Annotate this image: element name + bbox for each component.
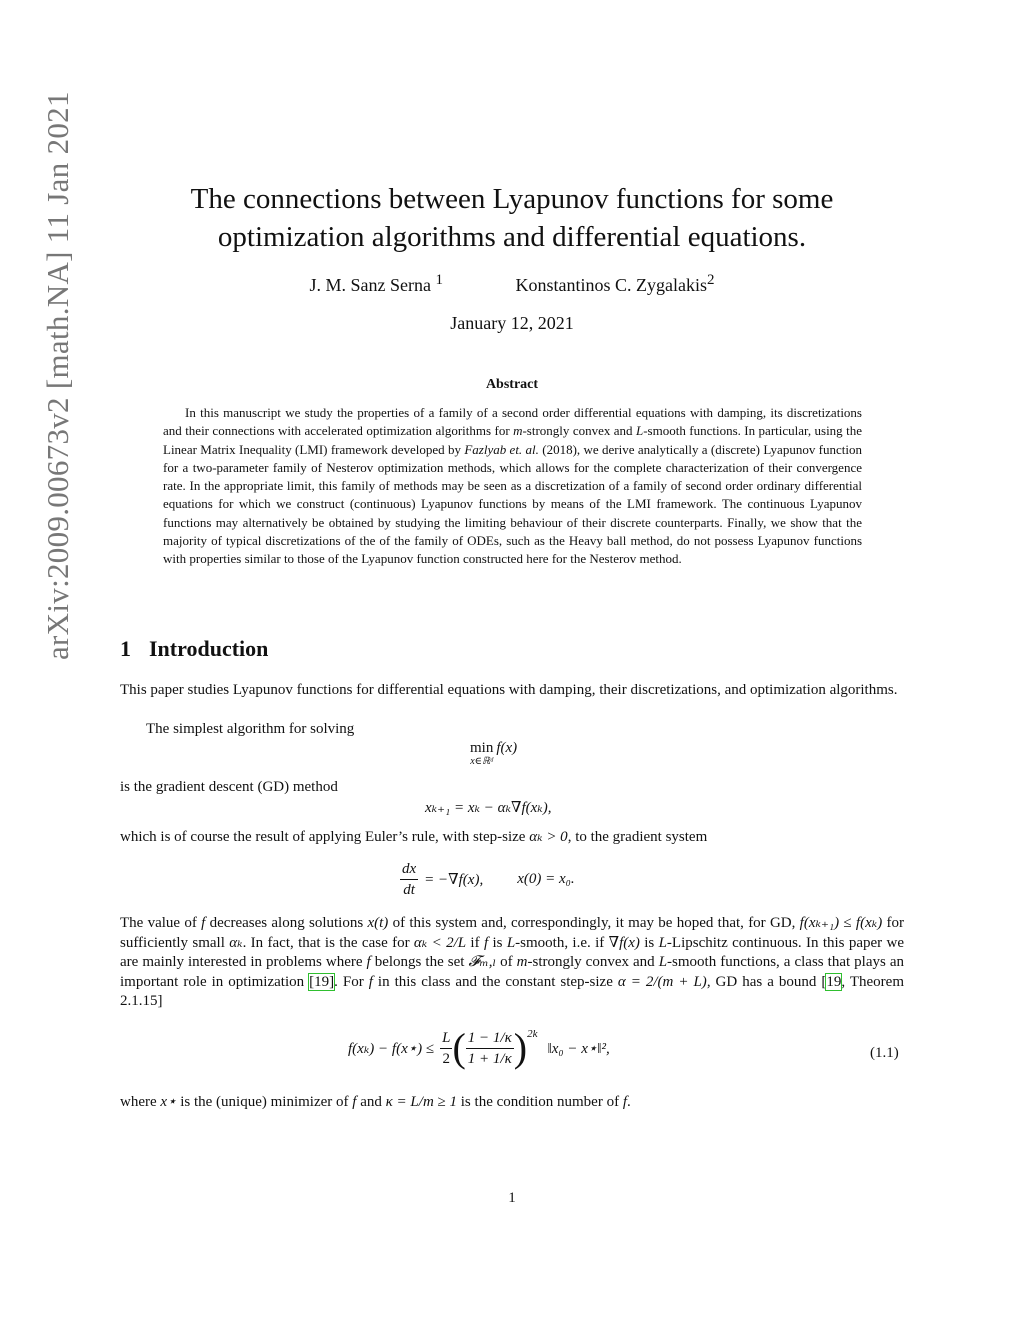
p6-math: κ = L/m ≥ 1	[385, 1094, 458, 1110]
p5-text: . In fact, that is the case for	[242, 934, 414, 951]
p5-math: αₖ	[229, 934, 243, 951]
bound-norm: ‖x₀ − x⋆‖²,	[547, 1040, 610, 1057]
p5-math: m	[516, 954, 528, 970]
section-number: 1	[120, 636, 131, 661]
p5-text: of this system and, correspondingly, it may be hoped that, for GD,	[388, 915, 800, 931]
abstract-math-L: L	[635, 423, 644, 439]
abstract-text-2: -strongly convex and	[522, 423, 636, 439]
arxiv-identifier-stamp: arXiv:2009.00673v2 [math.NA] 11 Jan 2021	[40, 91, 75, 660]
abstract-text-3: -smooth functions. In particular, using the Linear Matrix Inequality (LMI) framework developed by	[163, 423, 862, 457]
p5-text: . For	[334, 973, 369, 990]
bound-rate-fraction	[466, 1029, 514, 1068]
min-label: min	[470, 740, 494, 756]
title-line-2: optimization algorithms and differential equations.	[217, 221, 807, 253]
p5-math: L	[658, 954, 668, 970]
paragraph-1: This paper studies Lyapunov functions for differential equations with damping, their discretizations, and optimization algorithms.	[120, 682, 898, 698]
ode-initial-condition: x(0) = x₀.	[517, 871, 575, 887]
p5-math: f	[366, 954, 371, 970]
p5-text: if	[466, 934, 484, 951]
bound-rate-numerator: 1 − 1/κ	[466, 1029, 514, 1049]
author-list	[0, 272, 1024, 296]
p5-text: The value of	[120, 915, 202, 931]
abstract-math-m: m	[513, 423, 523, 439]
bound-two: 2	[442, 1050, 451, 1067]
ode-numerator: dx	[400, 860, 418, 880]
p5-text: , GD has a bound [	[706, 973, 827, 990]
equation-gd-bound	[348, 1025, 610, 1070]
p5-math: α = 2/(m + L)	[617, 973, 707, 990]
p5-math: f	[483, 934, 489, 951]
p5-text: , Theorem 2.1.15]	[120, 973, 904, 1009]
bound-L-over-2	[440, 1029, 452, 1068]
p5-math: f	[368, 973, 373, 990]
abstract-text-1: In this manuscript we study the properties of a family of a second order differential equations with damping, its discretizations and their connections with accelerated optimization algorithms for	[163, 405, 862, 439]
p5-math: ∇f(x)	[608, 934, 640, 951]
section-title: Introduction	[149, 636, 269, 661]
p5-text: decreases along solutions	[205, 915, 368, 931]
section-heading-introduction	[120, 636, 268, 662]
abstract-heading: Abstract	[485, 377, 539, 392]
bound-L: L	[440, 1029, 452, 1049]
paragraph-6	[120, 1093, 904, 1113]
min-objective: f(x)	[496, 740, 518, 756]
right-paren: )	[513, 1025, 528, 1070]
paper-date: January 12, 2021	[450, 313, 574, 333]
author-1	[309, 272, 443, 295]
p6-math: f	[352, 1094, 357, 1110]
min-subscript: x∈ℝᵈ	[470, 756, 494, 767]
p5-text: in this class and the constant step-size	[372, 973, 618, 990]
page-number: 1	[508, 1190, 516, 1206]
abstract-citation-authors: Fazlyab et. al.	[464, 441, 539, 457]
paragraph-4	[120, 828, 904, 848]
p5-math: αₖ < 2/L	[413, 934, 467, 951]
p5-text: -smooth functions, a class that plays an important role in optimization	[120, 954, 905, 990]
p5-text: of	[496, 954, 517, 970]
bound-lhs: f(xₖ) − f(x⋆) ≤	[348, 1040, 435, 1057]
p5-math: L	[506, 934, 516, 951]
bound-exponent: 2k	[527, 1028, 538, 1040]
left-paren: (	[452, 1025, 466, 1070]
p6-text: is the (unique) minimizer of	[176, 1094, 353, 1110]
citation-link-19-theorem[interactable]: 19	[826, 973, 842, 990]
citation-link-19[interactable]: [19]	[309, 973, 335, 990]
equation-gradient-descent: xₖ₊₁ = xₖ − αₖ∇f(xₖ),	[425, 800, 552, 816]
p5-text: -strongly convex and	[527, 954, 659, 970]
author-2-name: Konstantinos C. Zygalakis	[515, 275, 707, 295]
p5-text: is	[639, 934, 659, 951]
author-2	[515, 272, 715, 295]
p5-text: -smooth, i.e. if	[515, 934, 609, 951]
p5-math: f	[201, 915, 206, 931]
p5-text: for sufficiently small	[120, 915, 904, 951]
author-2-affiliation-mark: 2	[706, 272, 715, 288]
ode-denominator: dt	[403, 882, 415, 898]
paragraph-3: is the gradient descent (GD) method	[120, 779, 338, 795]
p5-text: is	[488, 934, 507, 951]
title-line-1: The connections between Lyapunov functions for some	[190, 183, 834, 215]
paragraph-4-math: αₖ > 0	[529, 829, 568, 845]
paper-title	[140, 180, 884, 256]
paragraph-4-text-b: , to the gradient system	[567, 829, 708, 845]
p5-math: x(t)	[367, 915, 389, 931]
equation-gradient-flow	[400, 860, 575, 899]
equation-number: (1.1)	[870, 1045, 899, 1061]
abstract-text-4: , we derive analytically a (discrete) Lyapunov function for a two-parameter family of Nesterov optimization methods, which allows for the complete characterization of their convergence rate. In the appropriate limit, this family of methods may be seen as a discretization of a family of second order ordinary differential equations for which we construct (continuous) Lyapunov functions by means of the LMI framework. The continuous Lyapunov functions may alternatively be obtained by studying the limiting behaviour of their discrete counterparts. Finally, we show that the majority of typical discretizations of the of the family of ODEs, such as the Heavy ball method, do not possess Lyapunov functions with properties similar to those of the Lyapunov function constructed here for the Nesterov method.	[163, 441, 862, 567]
paragraph-4-text-a: which is of course the result of applying Euler’s rule, with step-size	[120, 829, 530, 845]
ode-derivative-fraction	[400, 860, 418, 899]
p5-text: belongs the set	[370, 954, 469, 970]
p5-math: 𝓕ₘ,ₗ	[468, 954, 497, 970]
p5-math: L	[658, 934, 667, 951]
p6-text: .	[627, 1094, 631, 1110]
min-operator	[470, 740, 493, 768]
p5-math: f(xₖ₊₁) ≤ f(xₖ)	[799, 915, 883, 931]
equation-minimization	[470, 740, 517, 768]
paragraph-2: The simplest algorithm for solving	[146, 721, 355, 737]
abstract-text	[163, 404, 862, 569]
author-1-name: J. M. Sanz Serna	[309, 275, 431, 295]
ode-right-hand-side: = −∇f(x),	[424, 872, 484, 888]
p6-text: where	[120, 1094, 161, 1110]
paragraph-5	[120, 914, 904, 1012]
author-1-affiliation-mark: 1	[435, 272, 443, 288]
p6-math: f	[622, 1094, 627, 1110]
p6-math: x⋆	[160, 1094, 177, 1110]
p6-text: is the condition number of	[457, 1094, 623, 1110]
p5-text: -Lipschitz continuous. In this paper we are mainly interested in problems where	[120, 934, 904, 970]
p6-text: and	[356, 1094, 386, 1110]
bound-rate-denominator: 1 + 1/κ	[467, 1050, 512, 1067]
abstract-citation-year: (2018)	[542, 441, 577, 457]
